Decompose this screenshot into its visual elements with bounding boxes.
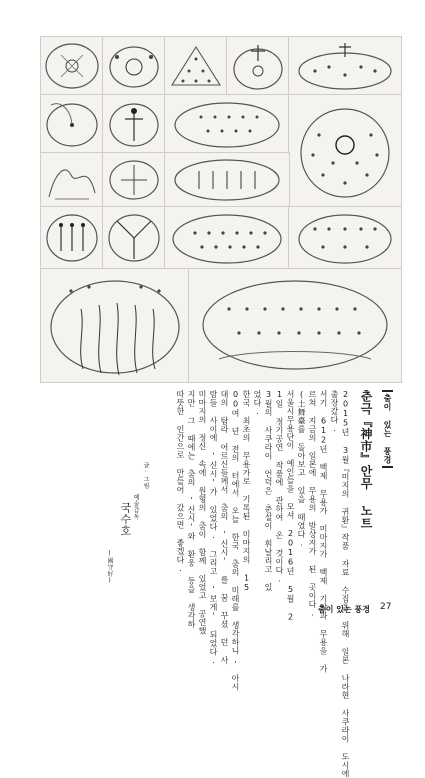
paragraph-line: 서기 612년 백제 무용가 미마지가 백제 기악과 무용을 가 bbox=[319, 390, 328, 673]
author-name: 국수호 bbox=[119, 502, 132, 537]
sketch-drawing bbox=[41, 95, 103, 153]
sketch-collage bbox=[40, 36, 400, 381]
sketch-drawing bbox=[189, 269, 401, 382]
sketch-tile bbox=[164, 36, 228, 96]
byline-label: 글·그림 bbox=[142, 462, 149, 489]
paragraph-line: (土舞臺를 돌아보고 있을 때였다. bbox=[297, 390, 306, 548]
sketch-drawing bbox=[103, 207, 165, 269]
paragraph-line: 출장갔다. bbox=[330, 390, 339, 434]
sketch-tile bbox=[288, 36, 402, 96]
sketch-drawing bbox=[227, 37, 289, 95]
sketch-drawing bbox=[41, 207, 103, 269]
sketch-tile bbox=[288, 94, 402, 208]
sketch-tile bbox=[102, 206, 166, 270]
sketch-tile bbox=[102, 94, 166, 154]
sketch-tile bbox=[164, 94, 290, 154]
sketch-tile bbox=[40, 268, 190, 383]
sketch-tile bbox=[102, 36, 166, 96]
sketch-tile bbox=[40, 36, 104, 96]
paragraph-line: 대의 탐라 어르신들께서 춤의 '신시' 를 꿈 꾸셨 던 사 bbox=[220, 390, 229, 665]
paragraph-line: 00여 년 전의 터에서 오늘 한국 춤의 미래를 생각하니, 아시 bbox=[231, 390, 240, 691]
running-footer: 춤이 있는 풍경 bbox=[318, 605, 370, 614]
sketch-drawing bbox=[103, 95, 165, 153]
paragraph-line: 한국 최초의 무용가로 기록된 미마지의 15 bbox=[242, 390, 251, 593]
sketch-tile bbox=[164, 152, 290, 208]
paragraph-line: 지만 그 때에는 춤의 '신시'와 환웅 등을 생각하 bbox=[187, 390, 196, 629]
sketch-tile bbox=[102, 152, 166, 208]
sketch-drawing bbox=[165, 95, 289, 153]
sketch-drawing bbox=[41, 37, 103, 95]
sketch-drawing bbox=[165, 37, 227, 95]
sketch-drawing bbox=[165, 153, 289, 207]
paragraph-line: 미마지의 정신 속에 원형의 춤이 함께 있었고 공연했 bbox=[198, 390, 207, 635]
sketch-drawing bbox=[165, 207, 289, 269]
paragraph-line: 었다. bbox=[253, 390, 262, 417]
paragraph-line: 람들 사이에 '신시'가 있었다. 그리고 '보게' 되었다. bbox=[209, 390, 218, 666]
author-hanja: (國守好) bbox=[106, 550, 113, 585]
page-number: 27 bbox=[380, 602, 392, 612]
sketch-tile bbox=[40, 152, 104, 208]
sketch-tile bbox=[288, 206, 402, 270]
sketch-tile bbox=[40, 206, 104, 270]
headline: 춘극『神市』안무 노트 bbox=[359, 390, 373, 530]
sketch-drawing bbox=[289, 207, 401, 269]
byline-role: 예술감독 bbox=[132, 494, 139, 520]
paragraph-line: 따뜻한 인간으로 만들어 갔으면 좋겠다. bbox=[176, 390, 185, 574]
sketch-drawing bbox=[103, 153, 165, 207]
paragraph-line: 르쳐 지금의 일본에 무용의 발상지가 된 곳이다. bbox=[308, 390, 317, 618]
paragraph-line: 3월의 사쿠라이 언덕은 춘설이 휘날리고 있 bbox=[264, 390, 273, 592]
paragraph-line: 2015년 3월『미지의 귀환』작품 자료 수집을 위해 일본 나라현 사쿠라이 도시에 bbox=[341, 390, 350, 778]
sketch-tile bbox=[188, 268, 402, 383]
paragraph-line: 1일 정기공연 작품에 관하여 온 것이다. bbox=[275, 390, 284, 584]
sketch-tile bbox=[164, 206, 290, 270]
sketch-drawing bbox=[41, 153, 103, 207]
sketch-drawing bbox=[103, 37, 165, 95]
sketch-tile bbox=[226, 36, 290, 96]
sketch-drawing bbox=[289, 37, 401, 95]
paragraph-line: 서울시무용단이 예인들을 모셔 2016년 5월 2 bbox=[286, 390, 295, 622]
sketch-tile bbox=[40, 94, 104, 154]
sketch-drawing bbox=[41, 269, 189, 382]
sketch-drawing bbox=[289, 95, 401, 207]
section-label: 춤이 있는 풍경 bbox=[382, 390, 393, 468]
